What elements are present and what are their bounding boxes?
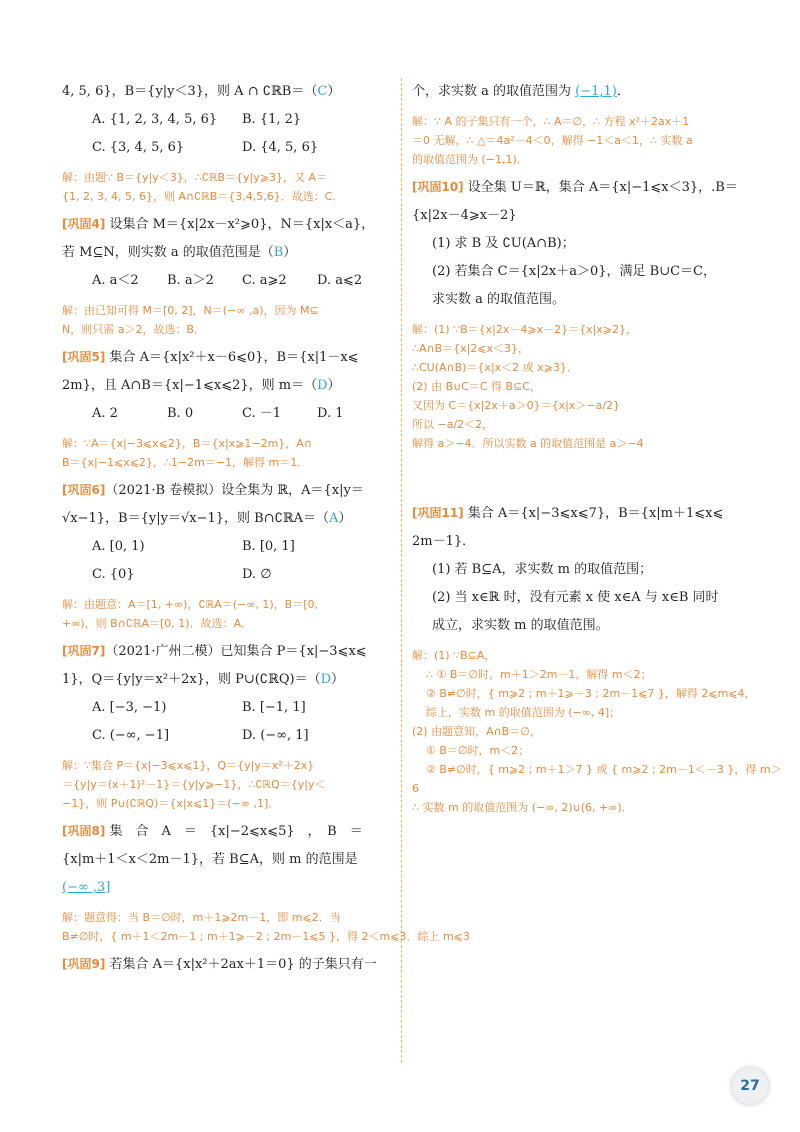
q7-options-2: C. (−∞, −1] D. (−∞, 1] <box>92 728 309 743</box>
q7-solution: 解：∵集合 P＝{x|−3⩽x⩽1}，Q＝{y|y＝x²＋2x} ＝{y|y＝(x＋1)²－1}＝{y|y⩾−1}，∴∁ℝQ＝{y|y＜ −1}，则 P∪(∁ℝQ)＝{x|x⩽1}＝(−∞ ,1]． <box>62 759 326 810</box>
page-number: 27 <box>732 1068 768 1104</box>
q10-stem-2: {x|2x－4⩾x－2} <box>412 208 517 223</box>
column-divider <box>401 78 402 1063</box>
q10-solution: 解：(1) ∵B＝{x|2x－4⩾x－2}＝{x|x⩾2}， ∴A∩B＝{x|2⩽x＜3}， ∴CU(A∩B)＝{x|x＜2 或 x⩾3}． (2) 由 B∪C＝C 得 B⊆C， 又因为 C＝{x|2x＋a＞0}＝{x|x＞−a/2} 所以 −a/2＜2， 解得 a＞−4．所以实数 a 的取值范围是 a＞−4 <box>412 323 644 450</box>
q11-tag: [巩固11] <box>412 506 464 520</box>
q11-part-2-cont: 成立，求实数 m 的取值范围。 <box>432 618 609 633</box>
q5-tag: [巩固5] <box>62 350 106 364</box>
q9-answer: (−1,1) <box>575 84 617 99</box>
q6-answer: A <box>329 511 339 526</box>
q8-answer-line <box>62 880 392 896</box>
q10-part-1: (1) 求 B 及 ∁U(A∩B)； <box>432 236 575 251</box>
q4-solution: 解：由已知可得 M＝[0, 2]，N＝(−∞ ,a)，因为 M⊆ N，则只需 a＞2，故选：B． <box>62 304 319 336</box>
q11-stem: [巩固11] 集合 A＝{x|−3⩽x⩽7}，B＝{x|m＋1⩽x⩽ <box>412 506 724 521</box>
q10-tag: [巩固10] <box>412 180 464 194</box>
q5-answer: D <box>317 378 328 393</box>
q4-options: A. a＜2 B. a＞2 C. a⩾2 D. a⩽2 <box>92 273 363 288</box>
q9-solution: 解：∵ A 的子集只有一个，∴ A＝∅，∴ 方程 x²＋2ax＋1 ＝0 无解，∴ △＝4a²－4＜0，解得 −1＜a＜1，∴ 实数 a 的取值范围为 (−1,1)． <box>412 115 693 166</box>
q8-answer: (−∞ ,3] <box>62 880 111 895</box>
q11-part-2: (2) 当 x∈ℝ 时，没有元素 x 使 x∈A 与 x∈B 同时 <box>432 590 719 605</box>
q5-options: A. 2 B. 0 C. －1 D. 1 <box>92 406 344 421</box>
q4-stem: [巩固4] 设集合 M＝{x|2x－x²⩾0}，N＝{x|x＜a}， <box>62 217 375 232</box>
q10-part-2: (2) 若集合 C＝{x|2x＋a＞0}，满足 B∪C＝C， <box>432 264 716 279</box>
q7-stem: [巩固7]（2021·广州二模）已知集合 P＝{x|−3⩽x⩽ <box>62 644 367 659</box>
q11-stem-2: 2m－1}． <box>412 534 476 549</box>
q1-stem: 4, 5, 6}，B＝{y|y＜3}，则 A ∩ ∁ℝB＝（C） <box>62 84 341 99</box>
q5-solution: 解：∵A＝{x|−3⩽x⩽2}，B＝{x|x⩾1−2m}，A∩ B＝{x|−1⩽x⩽2}，∴1−2m＝−1，解得 m＝1． <box>62 437 312 469</box>
q1-options-2: C. {3, 4, 5, 6} D. {4, 5, 6} <box>92 140 319 155</box>
q5-stem-2: 2m}，且 A∩B＝{x|−1⩽x⩽2}，则 m＝（D） <box>62 378 341 393</box>
q6-options-2: C. {0} D. ∅ <box>92 567 272 582</box>
q5-stem: [巩固5] 集合 A＝{x|x²＋x－6⩽0}，B＝{x|1－x⩽ <box>62 350 359 365</box>
q6-tag: [巩固6] <box>62 483 106 497</box>
q6-stem-2: √x−1}，B＝{y|y＝√x−1}，则 B∩∁ℝA＝（A） <box>62 511 352 526</box>
spacer <box>412 463 742 505</box>
q10-stem: [巩固10] 设全集 U＝ℝ，集合 A＝{x|−1⩽x＜3}，.B＝ <box>412 180 738 195</box>
q11-part-1: (1) 若 B⊆A，求实数 m 的取值范围； <box>432 562 653 577</box>
q7-options: A. [−3, −1) B. [−1, 1] <box>92 700 306 715</box>
q6-stem: [巩固6]（2021·B 卷模拟）设全集为 ℝ，A＝{x|y＝ <box>62 483 364 498</box>
q8-solution: 解：题意得：当 B＝∅时，m＋1⩾2m－1，即 m⩽2．当 B≠∅时，{ m＋1＜2m－1 ; m＋1⩾－2 ; 2m－1⩽5 }，得 2＜m⩽3．综上 m⩽3 <box>62 911 470 943</box>
q8-tag: [巩固8] <box>62 824 106 838</box>
q4-stem-2: 若 M⊆N，则实数 a 的取值范围是（B） <box>62 245 297 260</box>
q6-options: A. [0, 1) B. [0, 1] <box>92 539 295 554</box>
q11-solution: 解：(1) ∵B⊆A， ∴ ① B＝∅时，m＋1＞2m－1，解得 m＜2； ② B≠∅时，{ m⩾2 ; m＋1⩾－3 ; 2m－1⩽7 }，解得 2⩽m⩽4， 综上，实数 m 的取值范围为 (−∞, 4]； (2) 由题意知，A∩B＝∅， ① B＝∅时，m＜2； ② B≠∅时，{ m⩾2 ; m＋1＞7 } 或 { m⩾2 ; 2m－1＜－3 }，得 m＞ 6 ∴ 实数 m 的取值范围为 (−∞, 2)∪(6, +∞)． <box>412 649 782 814</box>
q9-tag: [巩固9] <box>62 957 106 971</box>
q8-stem-2: {x|m＋1＜x＜2m－1}，若 B⊆A，则 m 的范围是 <box>62 852 358 867</box>
q7-stem-2: 1}，Q＝{y|y＝x²＋2x}，则 P∪(∁ℝQ)＝（D） <box>62 672 345 687</box>
q1-answer: C <box>317 84 328 99</box>
q6-solution: 解：由题意：A＝[1, +∞)，∁ℝA＝(−∞, 1)，B＝[0, +∞)，则 B∩∁ℝA＝[0, 1)．故选：A． <box>62 598 319 630</box>
q10-part-2-cont: 求实数 a 的取值范围。 <box>432 292 566 307</box>
q7-tag: [巩固7] <box>62 644 106 658</box>
q4-tag: [巩固4] <box>62 217 106 231</box>
q1-options: A. {1, 2, 3, 4, 5, 6} B. {1, 2} <box>92 112 302 127</box>
q8-stem: [巩固8] 集 合 A ＝ {x|−2⩽x⩽5} ， B ＝ <box>62 824 363 839</box>
right-column <box>412 84 782 827</box>
q7-answer: D <box>320 672 332 687</box>
q9-continued: 个，求实数 a 的取值范围为 (−1,1)． <box>412 84 630 99</box>
q1-solution: 解：由题∵ B＝{y|y＜3}，∴∁ℝB＝{y|y⩾3}，又 A＝ {1, 2, 3, 4, 5, 6}，则 A∩∁ℝB＝{3,4,5,6}．故选：C． <box>62 171 344 203</box>
q9-stem: [巩固9] 若集合 A＝{x|x²＋2ax＋1＝0} 的子集只有一 <box>62 957 377 972</box>
q4-answer: B <box>273 245 284 260</box>
